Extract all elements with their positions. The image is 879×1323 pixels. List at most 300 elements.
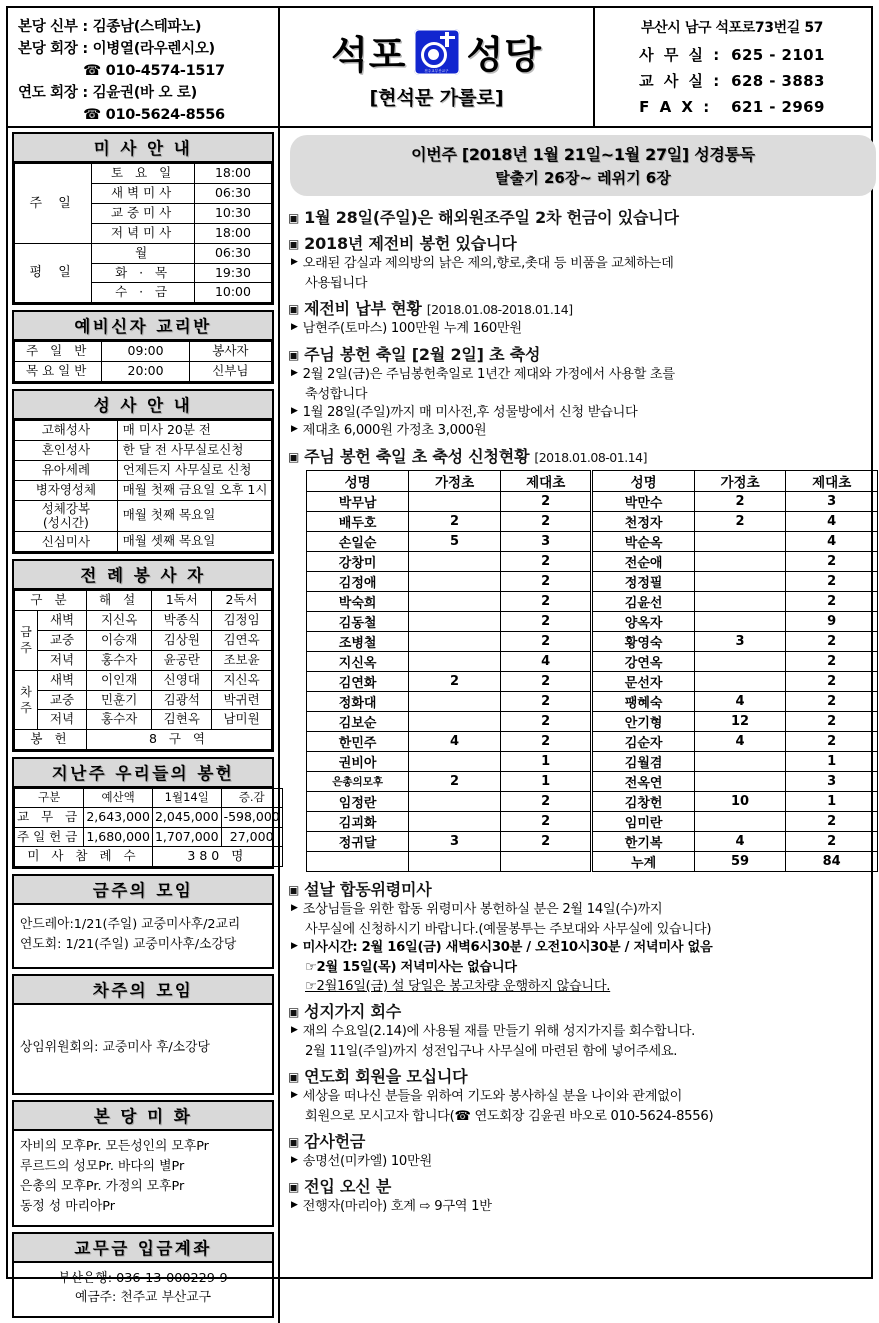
last-week-offering-table [14,788,283,867]
candle-name: 김연화 [307,672,409,692]
liturgy-week-label: 차 주 [15,670,38,730]
catechism-time: 09:00 [102,342,189,362]
bible-reading-banner [290,135,876,196]
this-week-meetings-block [12,874,274,969]
announcement-bullet-text: 2월 2일(금)은 주님봉헌축일로 1년간 제대와 가정에서 사용할 초를 [302,366,675,382]
liturgy-reader1: 김상원 [152,630,212,650]
candle-home-count [694,772,786,792]
announcement-heading: 1월 28일(주일)은 해외원조주일 2차 헌금이 있습니다 [304,208,679,228]
announcement-heading-row [288,205,878,228]
liturgy-reader2: 김정임 [212,611,272,631]
bullet-square-icon: ▣ [288,1069,300,1084]
liturgy-volunteers-title: 전 례 봉 사 자 [14,561,272,590]
announcement-note: ☞2월 15일(목) 저녁미사는 없습니다 [305,959,517,975]
table-row [15,730,272,750]
bullet-square-icon: ▣ [288,883,300,898]
offering-category: 교 무 금 [15,807,84,827]
candle-name: 정화대 [307,692,409,712]
announcement-bullet [291,1088,878,1107]
mass-group-label: 평 일 [15,243,92,303]
candle-name: 강창미 [307,552,409,572]
offering-col-header: 구분 [15,789,84,808]
candle-altar-count: 2 [786,572,878,592]
candle-home-count: 4 [694,692,786,712]
candle-name: 김동철 [307,612,409,632]
catechism-teacher: 봉사자 [189,342,271,362]
candle-name: 임미란 [592,812,694,832]
candle-home-count: 4 [409,732,501,752]
account-line: 부산은행: 036-13-000229-9 [58,1270,228,1286]
announcement-bullet-text: 제대초 6,000원 가정초 3,000원 [302,423,487,439]
bullet-arrow-icon: ▶ [291,940,298,951]
bullet-square-icon: ▣ [288,302,300,317]
yeondo-president-line: 연도 회장 : 김윤권(바 오 로) [18,85,197,102]
candle-altar-count: 2 [786,692,878,712]
council-president-phone: ☎ 010-4574-1517 [83,63,225,80]
candle-name: 김괴화 [307,812,409,832]
announcement-heading: 감사헌금 [304,1131,366,1151]
table-row [15,650,272,670]
liturgy-reader1: 박종식 [152,611,212,631]
candle-name: 조병철 [307,632,409,652]
logo-caption-text: 천주교부산교구 [424,68,449,73]
office-phone-row [603,43,861,69]
account-line: 예금주: 천주교 부산교구 [74,1290,212,1306]
candle-total-altar: 84 [786,852,878,872]
teacher-room-phone-value: 628 - 3883 [731,71,825,90]
candle-home-count: 2 [409,512,501,532]
table-row [307,832,878,852]
liturgy-commentator: 홍수자 [86,650,151,670]
candle-altar-count: 9 [786,612,878,632]
catechism-class: 목요일반 [15,362,102,382]
liturgy-col-header: 1독서 [152,591,212,611]
table-row [307,812,878,832]
candle-name: 한민주 [307,732,409,752]
candle-name: 전옥연 [592,772,694,792]
attendance-value: 380 명 [152,847,282,867]
mass-schedule-block [12,132,274,305]
meeting-line: 상임위원회의: 교중미사 후/소강당 [20,1040,210,1056]
table-row [15,690,272,710]
candle-altar-count: 2 [500,492,592,512]
announcement-bullet-continuation: 사용됩니다 [305,275,368,291]
decoration-line: 루르드의 성모Pr. 바다의 별Pr [20,1159,185,1175]
header-contacts-left [8,8,280,126]
table-row [15,243,272,263]
bank-account-body [14,1263,272,1317]
bullet-arrow-icon: ▶ [291,405,298,416]
liturgy-col-header: 구 분 [15,591,87,611]
office-phone-value: 625 - 2101 [731,46,825,65]
candle-home-count [409,612,501,632]
candle-home-count [409,792,501,812]
candle-home-count [409,572,501,592]
candle-altar-count: 2 [786,672,878,692]
table-row [307,652,878,672]
offering-category: 주일헌금 [15,827,84,847]
offering-diff: -598,000 [221,807,282,827]
candle-home-count: 12 [694,712,786,732]
table-row [15,827,283,847]
liturgy-reader1: 김현옥 [152,710,212,730]
announcement-bullet-text: 재의 수요일(2.14)에 사용될 재를 만들기 위해 성지가지를 회수합니다. [302,1024,696,1039]
announcement-item [288,1129,878,1172]
sacrament-detail: 매월 첫째 목요일 [117,500,271,532]
catechism-block [12,310,274,384]
table-row [307,672,878,692]
table-row [307,572,878,592]
liturgy-col-header: 해 설 [86,591,151,611]
mass-name: 저녁미사 [92,223,195,243]
bullet-arrow-icon: ▶ [291,1025,298,1035]
table-row [307,471,878,492]
liturgy-commentator: 이승재 [86,630,151,650]
candle-name: 김보순 [307,712,409,732]
candle-home-count [694,572,786,592]
candle-home-count [409,652,501,672]
announcement-heading-row [288,296,878,319]
next-week-meetings-block [12,974,274,1095]
table-row [307,852,878,872]
table-row [15,789,283,808]
announcement-heading-row [288,1064,878,1087]
candle-home-count [694,652,786,672]
announcement-bullet-text: 세상을 떠나신 분들을 위하여 기도와 봉사하실 분을 나이와 관계없이 [302,1088,683,1104]
candle-altar-count: 4 [500,652,592,672]
table-row [307,692,878,712]
sacrament-detail: 매월 셋째 목요일 [117,532,271,552]
liturgy-commentator: 지신옥 [86,611,151,631]
table-row [307,772,878,792]
candle-home-count [409,752,501,772]
announcement-bullet-text: 조상님들을 위한 합동 위령미사 봉헌하실 분은 2월 14일(수)까지 [302,902,663,918]
candle-home-count [694,672,786,692]
liturgy-volunteers-block [12,559,274,752]
candle-name: 김정애 [307,572,409,592]
table-row [307,512,878,532]
announcement-bullet [291,1023,878,1042]
announcement-item [288,1064,878,1126]
catechism-class: 주 일 반 [15,342,102,362]
candle-col-name: 성명 [307,471,409,492]
mass-name: 교중미사 [92,203,195,223]
candle-altar-count: 2 [500,612,592,632]
liturgy-mass-time: 새벽 [38,611,87,631]
candle-request-period: [2018.01.08-01.14] [534,450,647,466]
candle-name: 김창헌 [592,792,694,812]
announcement-item [288,231,878,293]
candle-name: 권비아 [307,752,409,772]
bible-reading-range: 탈출기 26장~ 레위기 6장 [495,169,671,188]
meeting-line: 연도회: 1/21(주일) 교중미사후/소강당 [20,937,237,953]
main-column [280,128,879,1323]
bullet-arrow-icon: ▶ [291,1089,298,1100]
this-week-meetings-title: 금주의 모임 [14,876,272,905]
decoration-line: 자비의 모후Pr. 모든성인의 모후Pr [20,1139,209,1155]
candle-altar-count: 2 [500,632,592,652]
office-phone-label: 사 무 실 : [639,46,722,65]
attendance-label: 미 사 참 례 수 [15,847,153,867]
candle-total-label: 누계 [592,852,694,872]
candle-home-count: 4 [694,832,786,852]
table-row [15,847,283,867]
sacrament-detail: 매월 첫째 금요일 오후 1시 [117,480,271,500]
teacher-room-phone-label: 교 사 실 : [639,71,722,90]
candle-name: 박숙희 [307,592,409,612]
candle-request-table [306,470,878,872]
table-row [15,591,272,611]
pastor-line: 본당 신부 : 김종남(스테파노) [18,19,202,35]
offering-actual: 1,707,000 [152,827,221,847]
candle-col-name: 성명 [592,471,694,492]
candle-altar-count: 1 [500,772,592,792]
candle-altar-count: 3 [786,492,878,512]
candle-name: 정귀달 [307,832,409,852]
candle-altar-count: 2 [786,632,878,652]
mass-name: 새벽미사 [92,184,195,204]
candle-altar-count: 2 [500,692,592,712]
mass-time: 06:30 [194,243,271,263]
announcement-item [288,877,878,996]
candle-altar-count: 2 [500,672,592,692]
announcement-bullet-text: 남현주(토마스) 100만원 누계 160만원 [302,321,522,337]
church-name-second: 성당 [466,33,542,78]
announcement-bullet [291,1153,878,1172]
announcement-heading-row [288,1129,878,1152]
announcement-heading: 2018년 제전비 봉헌 있습니다 [304,234,517,254]
table-row [15,532,272,552]
announcement-bullet-text: 송명선(미카엘) 10만원 [302,1153,432,1169]
mass-time: 10:00 [194,283,271,303]
announcement-bullet-text: 전행자(마리아) 호계 ⇨ 9구역 1반 [302,1199,492,1215]
table-row [15,342,272,362]
bullet-arrow-icon: ▶ [291,1200,298,1211]
bullet-arrow-icon: ▶ [291,1154,298,1165]
bullet-square-icon: ▣ [288,1180,300,1195]
table-row [307,632,878,652]
announcement-bullet [291,320,878,339]
candle-name: 천정자 [592,512,694,532]
candle-home-count [409,552,501,572]
sacrament-name: 성체강복 (성시간) [15,500,118,532]
next-week-meetings-body [14,1005,272,1093]
liturgy-reader1: 신영대 [152,670,212,690]
table-row [307,552,878,572]
mass-schedule-table [14,163,272,303]
liturgy-reader2: 김연옥 [212,630,272,650]
fax-value: 621 - 2969 [731,97,825,116]
announcement-heading: 제전비 납부 현황 [304,299,422,319]
mass-time: 19:30 [194,263,271,283]
announcement-bullet [291,255,878,274]
candle-home-count [694,812,786,832]
candle-request-heading: 주님 봉헌 축일 초 축성 신청현황 [304,447,530,467]
meeting-line: 안드레아:1/21(주일) 교중미사후/2교리 [20,917,241,933]
liturgy-offering-value: 8 구 역 [86,730,271,750]
candle-col-home: 가정초 [694,471,786,492]
church-address: 부산시 남구 석포로73번길 57 [640,20,824,36]
header-contacts-right [593,8,871,126]
candle-name: 박무남 [307,492,409,512]
candle-altar-count: 2 [786,732,878,752]
candle-home-count [694,752,786,772]
candle-name: 양옥자 [592,612,694,632]
liturgy-reader1: 김광석 [152,690,212,710]
candle-col-altar: 제대초 [500,471,592,492]
last-week-offering-block [12,757,280,869]
candle-altar-count: 2 [500,572,592,592]
announcement-heading: 주님 봉헌 축일 [2월 2일] 초 축성 [304,344,541,364]
candle-name: 배두호 [307,512,409,532]
candle-home-count: 3 [694,632,786,652]
bank-account-block [12,1232,274,1319]
candle-home-count: 10 [694,792,786,812]
cross-horizontal-bar [440,36,455,40]
liturgy-reader2: 남미원 [212,710,272,730]
candle-home-count: 5 [409,532,501,552]
liturgy-offering-label: 봉 헌 [15,730,87,750]
teacher-room-phone-row [603,69,861,95]
liturgy-reader1: 윤공란 [152,650,212,670]
logo-ring-shape [421,42,447,68]
bullet-square-icon: ▣ [288,450,300,465]
church-title-row [331,24,542,79]
candle-altar-count: 4 [786,532,878,552]
table-row [15,440,272,460]
offering-budget: 2,643,000 [84,807,153,827]
bullet-square-icon: ▣ [288,1005,300,1019]
mass-time: 18:00 [194,164,271,184]
last-week-offering-title: 지난주 우리들의 봉헌 [14,759,272,788]
catechism-time: 20:00 [102,362,189,382]
candle-home-count: 2 [694,492,786,512]
announcement-bullet [291,422,878,441]
candle-altar-count: 2 [786,832,878,852]
table-row [15,611,272,631]
mass-name: 수 · 금 [92,283,195,303]
candle-altar-count: 1 [500,752,592,772]
announcement-item [288,296,878,339]
liturgy-reader2: 지신옥 [212,670,272,690]
church-decoration-body [14,1131,272,1224]
church-decoration-block [12,1100,274,1226]
candle-altar-count: 2 [500,792,592,812]
liturgy-mass-time: 교중 [38,630,87,650]
sacrament-name: 신심미사 [15,532,118,552]
candle-empty-cell [307,852,409,872]
candle-home-count [694,532,786,552]
liturgy-reader2: 박귀련 [212,690,272,710]
candle-empty-cell [500,852,592,872]
mass-name: 월 [92,243,195,263]
table-row [307,612,878,632]
announcement-period: [2018.01.08-2018.01.14] [426,302,573,318]
table-row [15,460,272,480]
announcement-bullet [291,1198,878,1217]
candle-altar-count: 2 [786,812,878,832]
candle-home-count [409,692,501,712]
announcements-bottom [288,877,878,1217]
offering-col-header: 예산액 [84,789,153,808]
candle-altar-count: 1 [786,792,878,812]
bullet-arrow-icon: ▶ [291,424,298,435]
sacraments-title: 성 사 안 내 [14,391,272,420]
candle-home-count [409,592,501,612]
candle-name: 김월겸 [592,752,694,772]
candle-name: 지신옥 [307,652,409,672]
sidebar-column [8,128,280,1323]
candle-altar-count: 2 [500,812,592,832]
table-row [307,712,878,732]
next-week-meetings-title: 차주의 모임 [14,976,272,1005]
council-president-line: 본당 회장 : 이병열(라우렌시오) [18,41,215,58]
candle-altar-count: 2 [500,512,592,532]
announcement-heading: 설날 합동위령미사 [304,880,432,900]
table-row [307,492,878,512]
bulletin-body [8,128,871,1323]
candle-name: 손일순 [307,532,409,552]
table-row [307,752,878,772]
table-row [15,421,272,441]
bullet-arrow-icon: ▶ [291,367,298,378]
candle-empty-cell [409,852,501,872]
bullet-square-icon: ▣ [288,347,300,362]
header-title-block [280,8,593,126]
mass-time: 10:30 [194,203,271,223]
candle-altar-count: 2 [500,732,592,752]
candle-name: 은총의모후 [307,772,409,792]
candle-altar-count: 2 [500,832,592,852]
announcement-bullet-continuation: 축성합니다 [305,386,368,402]
candle-altar-count: 2 [500,712,592,732]
catechism-table [14,341,272,382]
table-row [15,807,283,827]
mass-time: 18:00 [194,223,271,243]
mass-time: 06:30 [194,184,271,204]
candle-col-altar: 제대초 [786,471,878,492]
candle-home-count [694,592,786,612]
candle-name: 문선자 [592,672,694,692]
candle-altar-count: 2 [786,712,878,732]
candle-name: 한기복 [592,832,694,852]
candle-altar-count: 2 [500,592,592,612]
candle-altar-count: 3 [500,532,592,552]
offering-actual: 2,045,000 [152,807,221,827]
yeondo-president-phone: ☎ 010-5624-8556 [83,107,225,124]
announcements-top [288,205,878,441]
announcement-heading: 전입 오신 분 [304,1177,392,1197]
liturgy-mass-time: 저녁 [38,650,87,670]
liturgy-reader2: 조보윤 [212,650,272,670]
candle-name: 정정필 [592,572,694,592]
mass-name: 화 · 목 [92,263,195,283]
candle-altar-count: 3 [786,772,878,792]
decoration-line: 은총의 모후Pr. 가정의 모후Pr [20,1178,185,1194]
candle-home-count [409,712,501,732]
sacrament-detail: 언제든지 사무실로 신청 [117,460,271,480]
catechism-title: 예비신자 교리반 [14,312,272,341]
announcement-bullet [291,404,878,423]
sacrament-name: 고해성사 [15,421,118,441]
candle-name: 박만수 [592,492,694,512]
bullet-square-icon: ▣ [288,1134,300,1149]
offering-budget: 1,680,000 [84,827,153,847]
bullet-arrow-icon: ▶ [291,257,298,268]
sacrament-name: 병자영성체 [15,480,118,500]
candle-name: 안기형 [592,712,694,732]
table-row [15,630,272,650]
